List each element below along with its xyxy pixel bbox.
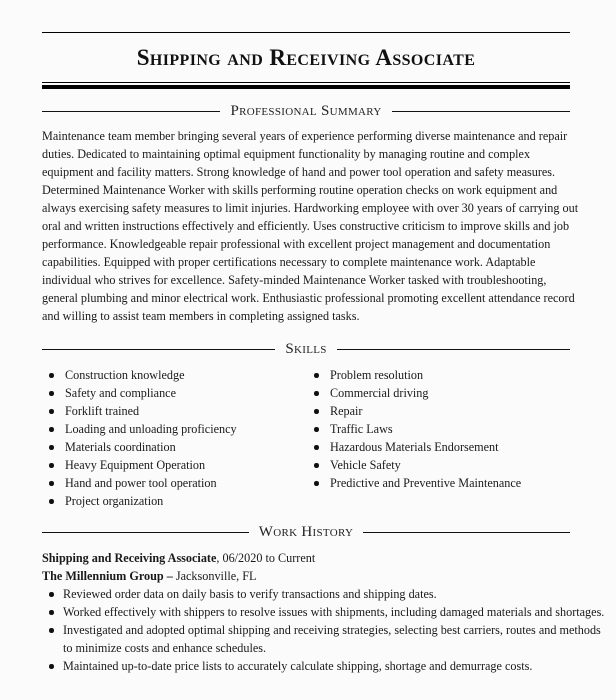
skill-item: Materials coordination xyxy=(42,438,237,456)
heading-rule-right xyxy=(337,349,570,350)
skill-item: Traffic Laws xyxy=(307,420,521,438)
heading-rule-left xyxy=(42,532,249,533)
job-bullet: Reviewed order data on daily basis to verify transactions and shipping dates. xyxy=(42,585,612,603)
heading-rule-left xyxy=(42,349,275,350)
title-rule-thick-divider xyxy=(42,85,570,89)
skill-item: Predictive and Preventive Maintenance xyxy=(307,474,521,492)
resume-title: Shipping and Receiving Associate xyxy=(136,45,476,70)
job-company: The Millennium Group – xyxy=(42,569,173,583)
summary-section-heading xyxy=(42,101,570,121)
job-bullet: Worked effectively with shippers to resolve issues with shipments, including damaged materials and shortages. xyxy=(42,603,612,621)
skills-section-heading xyxy=(42,339,570,359)
skill-item: Repair xyxy=(307,402,521,420)
skills-heading-label: Skills xyxy=(285,340,327,357)
job-location: Jacksonville, FL xyxy=(172,569,257,583)
job-bullets xyxy=(42,585,612,675)
summary-heading-label: Professional Summary xyxy=(230,102,382,119)
skill-item: Commercial driving xyxy=(307,384,521,402)
skill-item: Problem resolution xyxy=(307,366,521,384)
title-rule-thin-divider xyxy=(42,82,570,83)
job-position: Shipping and Receiving Associate xyxy=(42,551,217,565)
job-entry xyxy=(42,549,612,675)
job-dates: , 06/2020 to Current xyxy=(216,551,316,565)
skill-item: Vehicle Safety xyxy=(307,456,521,474)
work-history-heading-label: Work History xyxy=(258,523,354,540)
skill-item: Forklift trained xyxy=(42,402,237,420)
skill-item: Construction knowledge xyxy=(42,366,237,384)
job-bullet: Maintained up-to-date price lists to accurately calculate shipping, shortage and demurrage costs. xyxy=(42,657,612,675)
skill-item: Project organization xyxy=(42,492,237,510)
heading-rule-right xyxy=(392,111,570,112)
heading-rule-left xyxy=(42,111,220,112)
skill-item: Loading and unloading proficiency xyxy=(42,420,237,438)
skill-item: Hazardous Materials Endorsement xyxy=(307,438,521,456)
top-rule-divider xyxy=(42,32,570,33)
skill-item: Heavy Equipment Operation xyxy=(42,456,237,474)
skills-list-right xyxy=(307,366,521,492)
job-bullet: Investigated and adopted optimal shipping and receiving strategies, selecting best carriers, routes and methods to minimize costs and enhance schedules. xyxy=(42,621,612,657)
summary-paragraph: Maintenance team member bringing several years of experience performing diverse maintenance and repair duties. Dedicated to maintaining optimal equipment functionality by managing routine and complex equipment and facility matters. Strong knowledge of hand and power tool operation and safety measures. Determined Maintenance Worker with skills performing routine operation checks on work equipment and always exercising safety measures to limit injuries. Hardworking employee with over 30 years of carrying out oral and written instructions effectively and efficiently. Uses constructive criticism to improve skills and job performance. Knowledgeable repair professional with excellent project management and documentation capabilities. Equipped with proper certifications necessary to complete maintenance work. Adaptable individual who strives for excellence. Safety-minded Maintenance Worker tasked with troubleshooting, general plumbing and minor electrical work. Enthusiastic professional promoting excellent attendance record and willing to assist team members in completing assigned tasks. xyxy=(42,129,579,324)
skill-item: Hand and power tool operation xyxy=(42,474,237,492)
work-history-section-heading xyxy=(42,522,570,542)
skill-item: Safety and compliance xyxy=(42,384,237,402)
skills-list-left xyxy=(42,366,237,510)
job-company-line xyxy=(42,567,612,585)
heading-rule-right xyxy=(363,532,570,533)
job-title-line xyxy=(42,549,612,567)
